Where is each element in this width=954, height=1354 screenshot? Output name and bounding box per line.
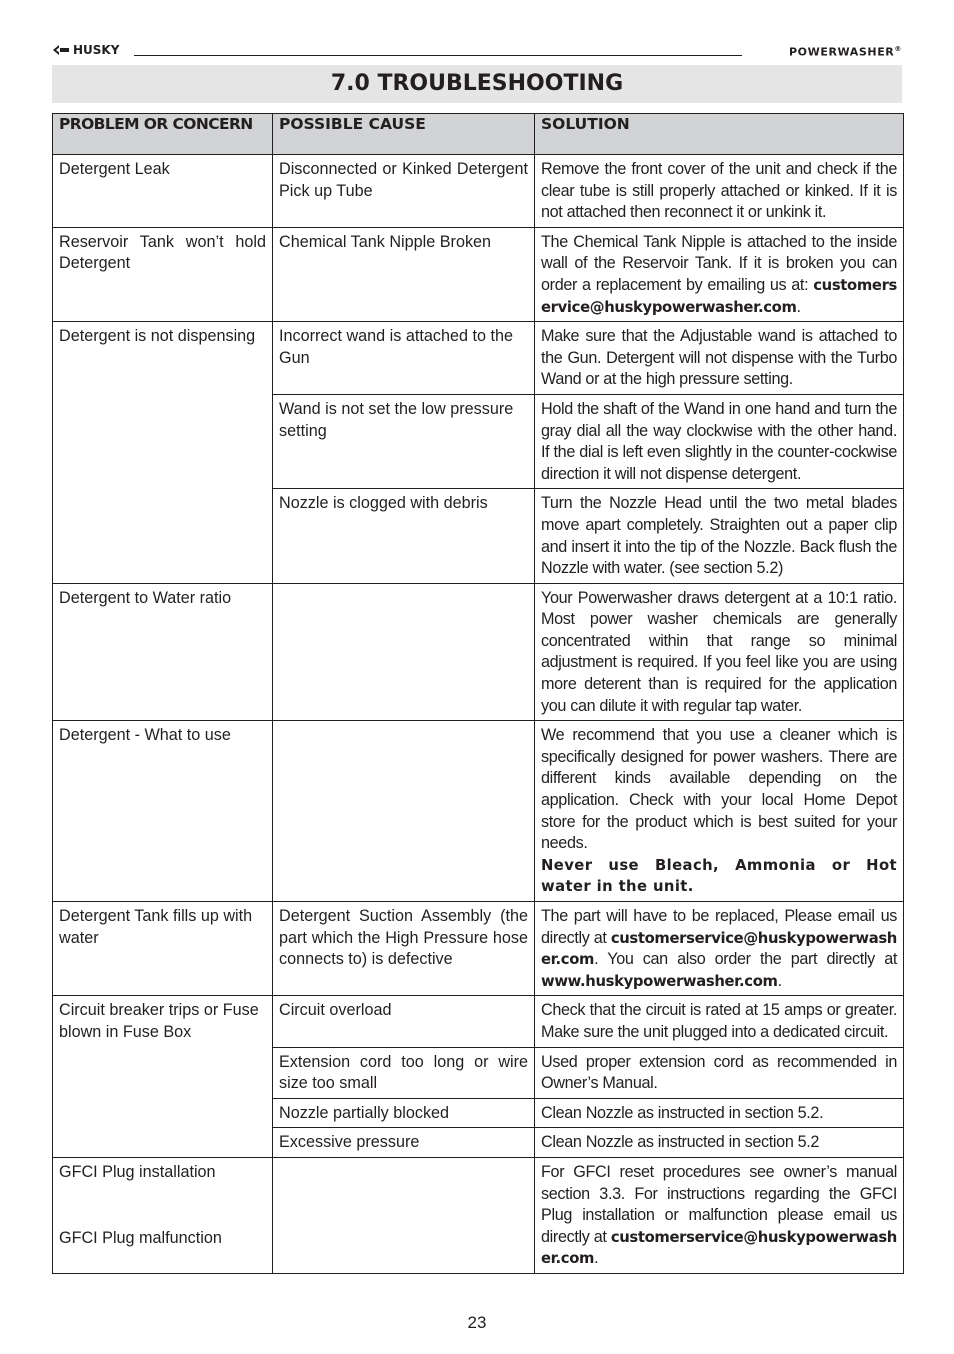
problem-cell xyxy=(53,1157,273,1273)
page-header xyxy=(52,41,902,61)
cause-cell: Detergent Suction Assembly (the part which the High Pressure hose connects to) is defective xyxy=(273,902,535,996)
husky-logo xyxy=(52,43,119,57)
table-row xyxy=(53,322,904,395)
problem-cell: Reservoir Tank won’t hold Detergent xyxy=(53,227,273,321)
solution-text: We recommend that you use a cleaner which is specifically designed for power washers. There are different kinds available depending on the application. Check with your local Home Depot store for the product which is best suited for your needs. xyxy=(541,726,897,853)
problem-cell: Detergent Leak xyxy=(53,155,273,228)
cause-cell: Extension cord too long or wire size too small xyxy=(273,1047,535,1098)
cause-cell: Incorrect wand is attached to the Gun xyxy=(273,322,535,395)
solution-cell: Make sure that the Adjustable wand is attached to the Gun. Detergent will not dispense with the Turbo Wand or at the high pressure setting. xyxy=(535,322,904,395)
solution-cell: Your Powerwasher draws detergent at a 10:1 ratio. Most power washer chemicals are generally concentrated within that range so minimal adjustment is required. If you feel like you are using more deterent than is required for the application you can dilute it with regular tap water. xyxy=(535,583,904,721)
section-title: 7.0 TROUBLESHOOTING xyxy=(330,71,624,96)
table-row xyxy=(53,902,904,996)
cause-cell: Wand is not set the low pressure setting xyxy=(273,394,535,488)
table-row xyxy=(53,996,904,1047)
solution-cell: The Chemical Tank Nipple is attached to the inside wall of the Reservoir Tank. If it is broken you can order a replacement by emailing us at: customerservice@huskypowerwasher.com. xyxy=(535,227,904,321)
table-row xyxy=(53,1157,904,1273)
column-header-problem: PROBLEM OR CONCERN xyxy=(53,114,273,155)
table-row xyxy=(53,155,904,228)
support-email: customerservice@huskypowerwasher.com xyxy=(541,276,897,316)
header-rule xyxy=(134,55,742,56)
table-row xyxy=(53,721,904,902)
solution-cell: Used proper extension cord as recommended in Owner’s Manual. xyxy=(535,1047,904,1098)
column-header-solution: SOLUTION xyxy=(535,114,904,155)
cause-cell xyxy=(273,583,535,721)
column-header-cause: POSSIBLE CAUSE xyxy=(273,114,535,155)
table-header-row xyxy=(53,114,904,155)
table-row xyxy=(53,227,904,321)
troubleshooting-table xyxy=(52,113,904,1274)
table-row xyxy=(53,583,904,721)
cause-cell: Circuit overload xyxy=(273,996,535,1047)
brand-name: HUSKY xyxy=(73,43,120,57)
solution-cell xyxy=(535,721,904,902)
cause-cell: Chemical Tank Nipple Broken xyxy=(273,227,535,321)
cause-cell: Nozzle partially blocked xyxy=(273,1098,535,1128)
solution-cell: The part will have to be replaced, Please email us directly at customerservice@huskypowerwasher.com. You can also order the part directly at www.huskypowerwasher.com. xyxy=(535,902,904,996)
solution-cell: Check that the circuit is rated at 15 amps or greater. Make sure the unit plugged into a dedicated circuit. xyxy=(535,996,904,1047)
problem-gfci-installation: GFCI Plug installation xyxy=(59,1162,216,1181)
solution-cell: Clean Nozzle as instructed in section 5.2 xyxy=(535,1128,904,1158)
cause-cell: Nozzle is clogged with debris xyxy=(273,489,535,583)
support-email: customerservice@huskypowerwasher.com xyxy=(541,929,897,969)
cause-cell: Excessive pressure xyxy=(273,1128,535,1158)
page-number: 23 xyxy=(467,1313,487,1332)
website-url: www.huskypowerwasher.com xyxy=(541,972,778,990)
problem-cell: Detergent to Water ratio xyxy=(53,583,273,721)
solution-cell: Remove the front cover of the unit and check if the clear tube is still properly attached or kinked. If it is not attached then reconnect it or unkink it. xyxy=(535,155,904,228)
solution-cell: For GFCI reset procedures see owner’s manual section 3.3. For instructions regarding the GFCI Plug installation or malfunction please email us directly at customerservice@huskypowerwasher.com. xyxy=(535,1157,904,1273)
cause-cell: Disconnected or Kinked Detergent Pick up Tube xyxy=(273,155,535,228)
solution-cell: Clean Nozzle as instructed in section 5.2. xyxy=(535,1098,904,1128)
warning-text: Never use Bleach, Ammonia or Hot water in the unit. xyxy=(541,856,897,896)
registered-mark: ® xyxy=(894,45,902,53)
cause-cell xyxy=(273,1157,535,1273)
problem-cell: Detergent Tank fills up with water xyxy=(53,902,273,996)
cause-cell xyxy=(273,721,535,902)
husky-logo-mark-icon xyxy=(52,44,70,56)
problem-gfci-malfunction: GFCI Plug malfunction xyxy=(59,1228,222,1247)
section-title-bar xyxy=(52,65,902,103)
solution-cell: Hold the shaft of the Wand in one hand and turn the gray dial all the way clockwise with the other hand. If the dial is left even slightly in the counter-cockwise direction it will not dispense detergent. xyxy=(535,394,904,488)
product-name: POWERWASHER® xyxy=(788,45,902,59)
support-email: customerservice@huskypowerwasher.com xyxy=(541,1228,897,1268)
problem-cell: Detergent - What to use xyxy=(53,721,273,902)
problem-cell: Circuit breaker trips or Fuse blown in Fuse Box xyxy=(53,996,273,1158)
problem-cell: Detergent is not dispensing xyxy=(53,322,273,584)
solution-cell: Turn the Nozzle Head until the two metal blades move apart completely. Straighten out a paper clip and insert it into the tip of the Nozzle. Back flush the Nozzle with water. (see section 5.2) xyxy=(535,489,904,583)
